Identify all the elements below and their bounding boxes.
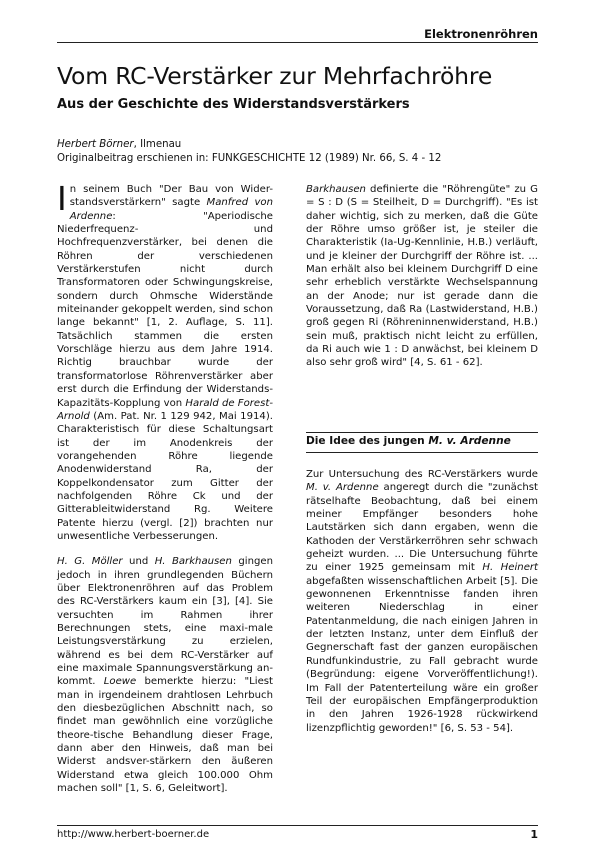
header-rule (57, 42, 538, 43)
article-subtitle: Aus der Geschichte des Widerstandsverstärkers (57, 97, 410, 112)
right-column-top (306, 183, 538, 382)
text-run: Zur Untersuchung des RC-Verstärkers wurde (306, 469, 538, 480)
text-run: Die Idee des jungen (306, 435, 429, 447)
paragraph (306, 468, 538, 735)
author-name: Herbert Börner (57, 139, 134, 150)
source-line: Originalbeitrag erschienen in: FUNKGESCHICHTE 12 (1989) Nr. 66, S. 4 - 12 (57, 153, 442, 164)
left-column (57, 179, 274, 807)
drop-cap: I (57, 179, 67, 218)
footer-url: http://www.herbert-boerner.de (57, 829, 210, 840)
page-number: 1 (530, 828, 538, 841)
footer-rule (57, 825, 538, 826)
author-location: , Ilmenau (133, 139, 182, 150)
author-line (57, 139, 181, 150)
text-run: angeregt durch die "zunächst rätselhafte Beobachtung, daß bei einem meiner Empfänger besonders hohe Lautstärken sich dann ergaben, wenn die Kathoden der Verstärkerröhren sehr schwach geheizt wurden. ... Die Untersuchung führte zu einer 1925 gemeinsam mit (306, 482, 538, 574)
paragraph (306, 183, 538, 370)
person-name: M. v. Ardenne (428, 435, 511, 447)
person-name: H. Heinert (482, 562, 539, 574)
person-name: Harald de Forest-Arnold (57, 397, 273, 422)
person-name: H. G. Möller (57, 556, 123, 568)
text-run: : "Aperiodische Niederfrequenz- und Hochfrequenzverstärker, bei denen die Röhren der verschiedenen Verstärkerstufen nicht durch Transformatoren oder Schwingungskreise, sondern durch Ohmsche Widerstände miteinander gekoppelt werden, sind schon lange bekannt" [1, 2. Auflage, S. 11]. Tatsächlich stammen die ersten Vorschläge hierzu aus dem Jahre 1914. Richtig brauchbar wurde der transformatorlose Röhrenverstärker aber erst durch die Erfindung der Widerstands-Kapazitäts-Kopplung von (57, 210, 273, 409)
person-name: Barkhausen (306, 184, 366, 195)
text-run: abgefaßten wissenschaftlichen Arbeit [5]. Die gewonnenen Erkenntnisse fanden ihren weiteren Niederschlag in einer Patentanmeldung, die nach einigen Jahren in der letzten Instanz, unter dem Einfluß der Gegnerschaft fast der ganzen europäischen Rundfunkindustrie, zu Fall gebracht wurde (Begründung: eigene Vorveröffentlichung!). Im Fall der Patenterteilung wäre ein großer Teil der europäischen Empfängerproduktion in den Jahren 1926-1928 rückwirkend lizenzpflichtig geworden!" [6, S. 53 - 54]. (306, 575, 538, 734)
text-run: (Am. Pat. Nr. 1 129 942, Mai 1914). Charakteristisch für diese Schaltungsart ist der im Anodenkreis der vorangehenden Röhre liegende Anodenwiderstand Ra, der Koppelkondensator zum Gitter der nachfolgenden Röhre Ck und der Gitterableitwiderstand Rg. Weitere Patente hierzu (vergl. [2]) brachten nur unwesentliche Verbesserungen. (57, 410, 273, 542)
subheading-rule-top (306, 432, 538, 433)
person-name: M. v. Ardenne (306, 482, 379, 494)
paragraph (57, 555, 273, 795)
right-column-bottom (306, 468, 538, 747)
text-run: n seinem Buch "Der Bau von Wider-standsverstärkern" sagte (69, 184, 273, 209)
text-run: gingen jedoch in ihren grundlegenden Büchern über Elektronenröhren auf das Problem des RC-Verstärkers kaum ein [3], [4]. Sie versuchten im Rahmen ihrer Berechnungen stets, eine maxi-male Leistungsverstärkung zu erzielen, während es bei dem RC-Verstärker auf eine maximale Spannungsverstärkung an-kommt. (57, 556, 273, 688)
section-label: Elektronenröhren (424, 27, 538, 41)
person-name: Manfred von Ardenne (69, 197, 273, 222)
person-name: Loewe (103, 676, 137, 688)
text-run: definierte die "Röhrengüte" zu G = S : D (S = Steilheit, D = Durchgriff). "Es ist daher wichtig, sich zu merken, daß die Güte der Röhre umso größer ist, je steiler die Charakteristik (Ia-Ug-Kennlinie, H.B.) verläuft, und je kleiner der Durchgriff der Röhre ist. ... Man erhält also bei kleinem Durchgriff D eine sehr erheblich verstärkte Wechselspannung an der Anode; nur ist gerade dann die Voraussetzung, daß Ra (Lastwiderstand, H.B.) groß gegen Ri (Röhreninnenwiderstand, H.B.) sein muß, praktisch nicht leicht zu erfüllen, da Ri auch wie 1 : D anwächst, bei kleinem D also sehr groß wird" [4, S. 61 - 62]. (306, 184, 538, 369)
subheading (306, 435, 511, 447)
subheading-rule-bottom (306, 452, 538, 453)
subheading-block (306, 426, 538, 456)
text-run: bemerkte hierzu: "Liest man in irgendeinem drahtlosen Lehrbuch den diesbezüglichen Abschnitt nach, so findet man gewöhnlich eine vorzügliche theore-tische Behandlung dieser Frage, dann aber den Hinweis, daß man bei Widerst andsver-stärkern den äußeren Widerstand etwa gleich 100.000 Ohm machen soll" [1, S. 6, Geleitwort]. (57, 676, 274, 795)
article-title: Vom RC-Verstärker zur Mehrfachröhre (57, 62, 493, 90)
paragraph (57, 179, 273, 543)
person-name: H. Barkhausen (154, 556, 232, 568)
text-run: und (122, 556, 155, 568)
